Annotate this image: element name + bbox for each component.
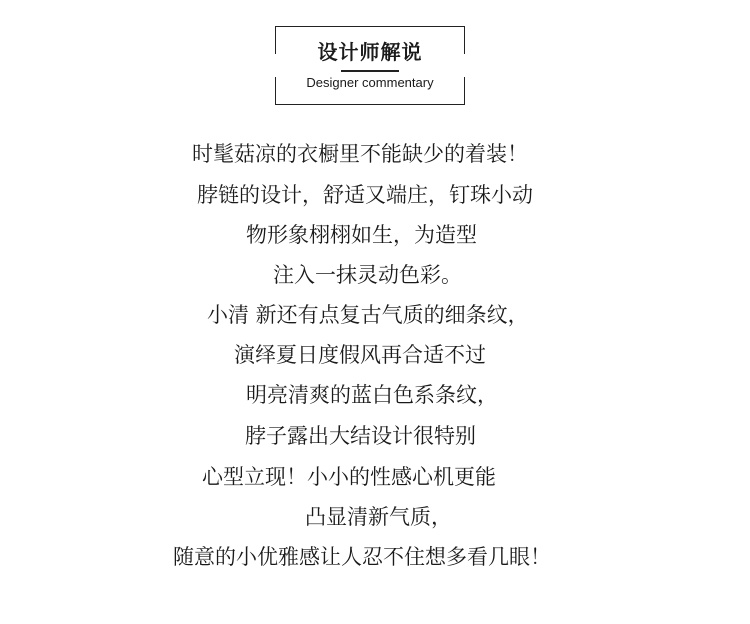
commentary-line: 脖链的设计，舒适又端庄，钉珠小动 — [197, 183, 533, 207]
section-title-chinese: 设计师解说 — [317, 40, 423, 64]
commentary-line: 物形象栩栩如生，为造型 — [246, 223, 477, 247]
title-divider — [341, 70, 399, 72]
frame-top-line — [275, 26, 465, 27]
commentary-line: 心型立现！小小的性感心机更能 — [202, 465, 496, 489]
commentary-line: 时髦菇凉的衣橱里不能缺少的着装！ — [192, 142, 528, 166]
commentary-line: 脖子露出大结设计很特别 — [245, 424, 476, 448]
section-title-english: Designer commentary — [306, 75, 434, 90]
commentary-line: 注入一抹灵动色彩。 — [273, 263, 462, 287]
commentary-line: 凸显清新气质， — [305, 505, 452, 529]
commentary-line: 演绎夏日度假风再合适不过 — [234, 343, 486, 367]
commentary-line: 随意的小优雅感让人忍不住想多看几眼！ — [173, 545, 551, 569]
commentary-line: 明亮清爽的蓝白色系条纹， — [246, 383, 498, 407]
frame-bottom-line — [275, 104, 465, 105]
designer-commentary-header — [275, 26, 465, 105]
commentary-line: 小清 新还有点复古气质的细条纹， — [207, 303, 529, 327]
